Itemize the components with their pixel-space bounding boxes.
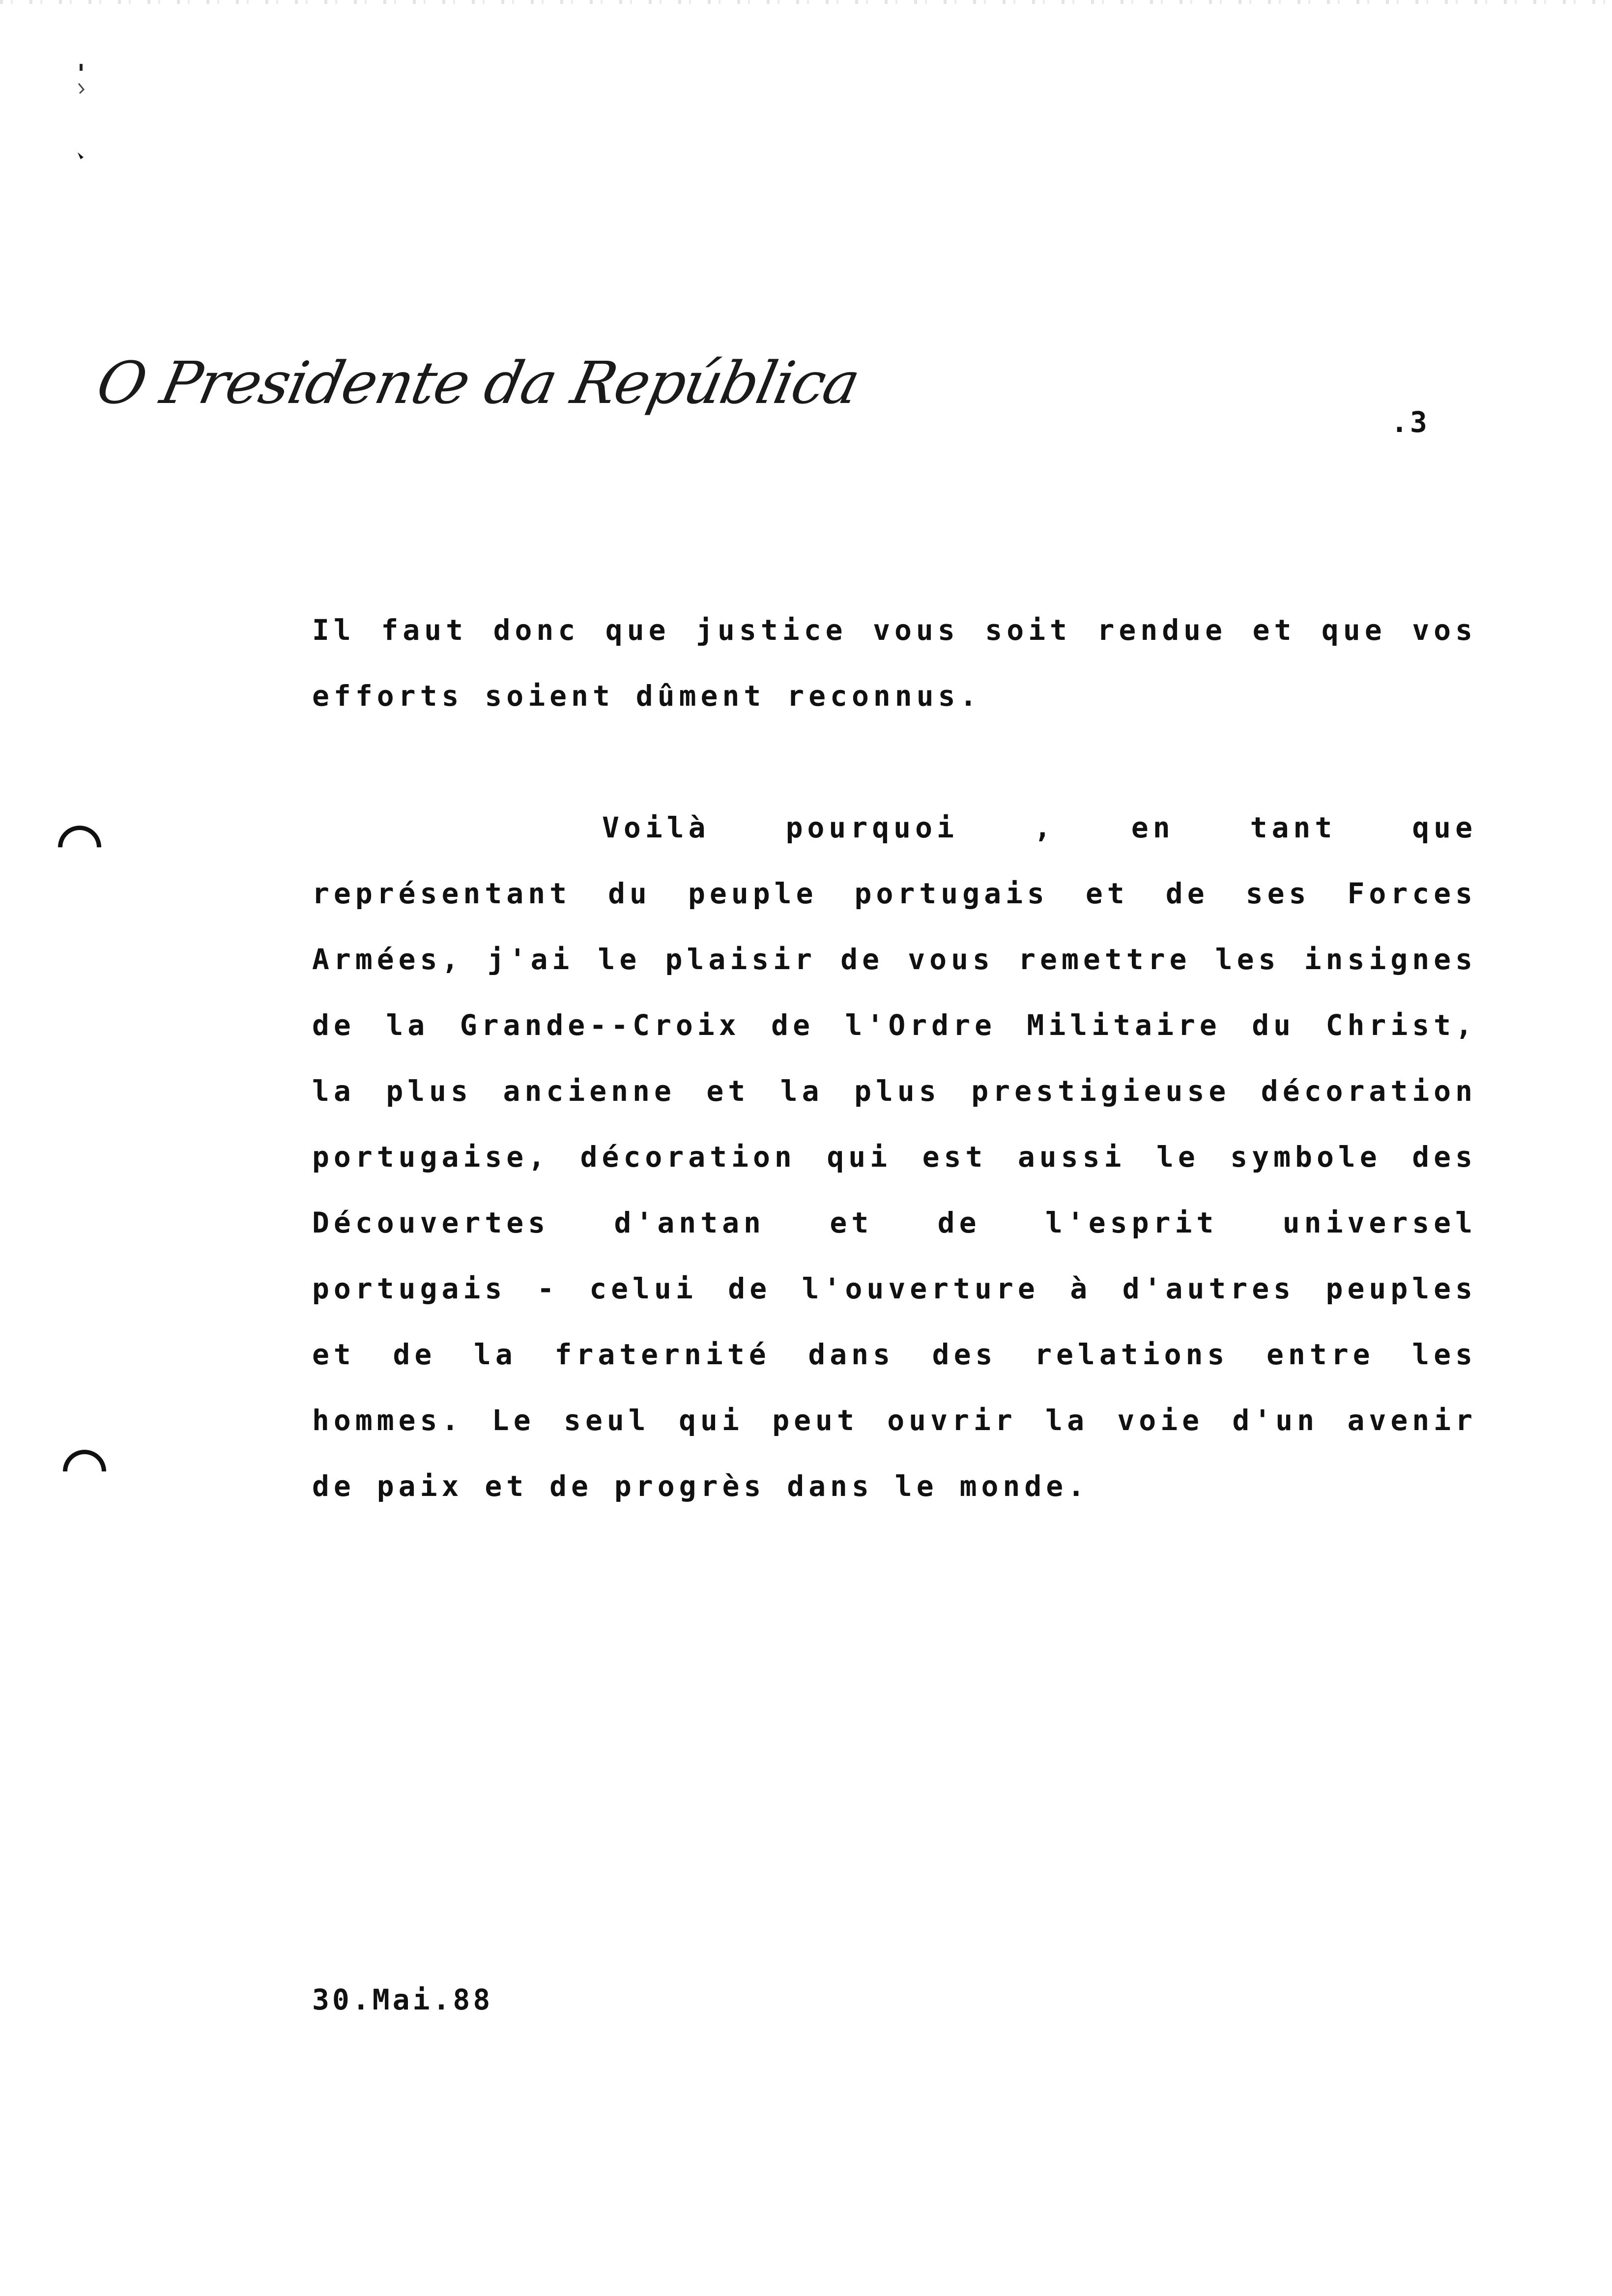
scan-marks bbox=[74, 64, 88, 162]
paragraph-insignia: Voilà pourquoi , en tant que représentant du peuple portugais et de ses Forces Armées, j'ai le plaisir de vous remettre les insignes de la Grande--Croix de l'Ordre Militaire du Christ, la plus ancienne et la plus prestigieuse décoration portugaise, décoration qui est aussi le symbole des Découvertes d'antan et de l'esprit universel portugais - celui de l'ouverture à d'autres peuples et de la fraternité dans des relations entre les hommes. Le seul qui peut ouvrir la voie d'un avenir de paix et de progrès dans le monde. bbox=[312, 811, 1477, 1503]
scan-edge-noise bbox=[0, 0, 1612, 4]
paragraph-justice: Il faut donc que justice vous soit rendue et que vos efforts soient dûment reconnus. bbox=[312, 613, 1477, 713]
punch-hole-mark bbox=[49, 817, 110, 878]
document-date: 30.Mai.88 bbox=[312, 1983, 493, 2016]
letter-body bbox=[312, 597, 1477, 1519]
punch-hole-mark bbox=[54, 1441, 115, 1502]
page-number: .3 bbox=[1391, 405, 1429, 439]
letterhead-title: O Presidente da República bbox=[91, 349, 865, 417]
